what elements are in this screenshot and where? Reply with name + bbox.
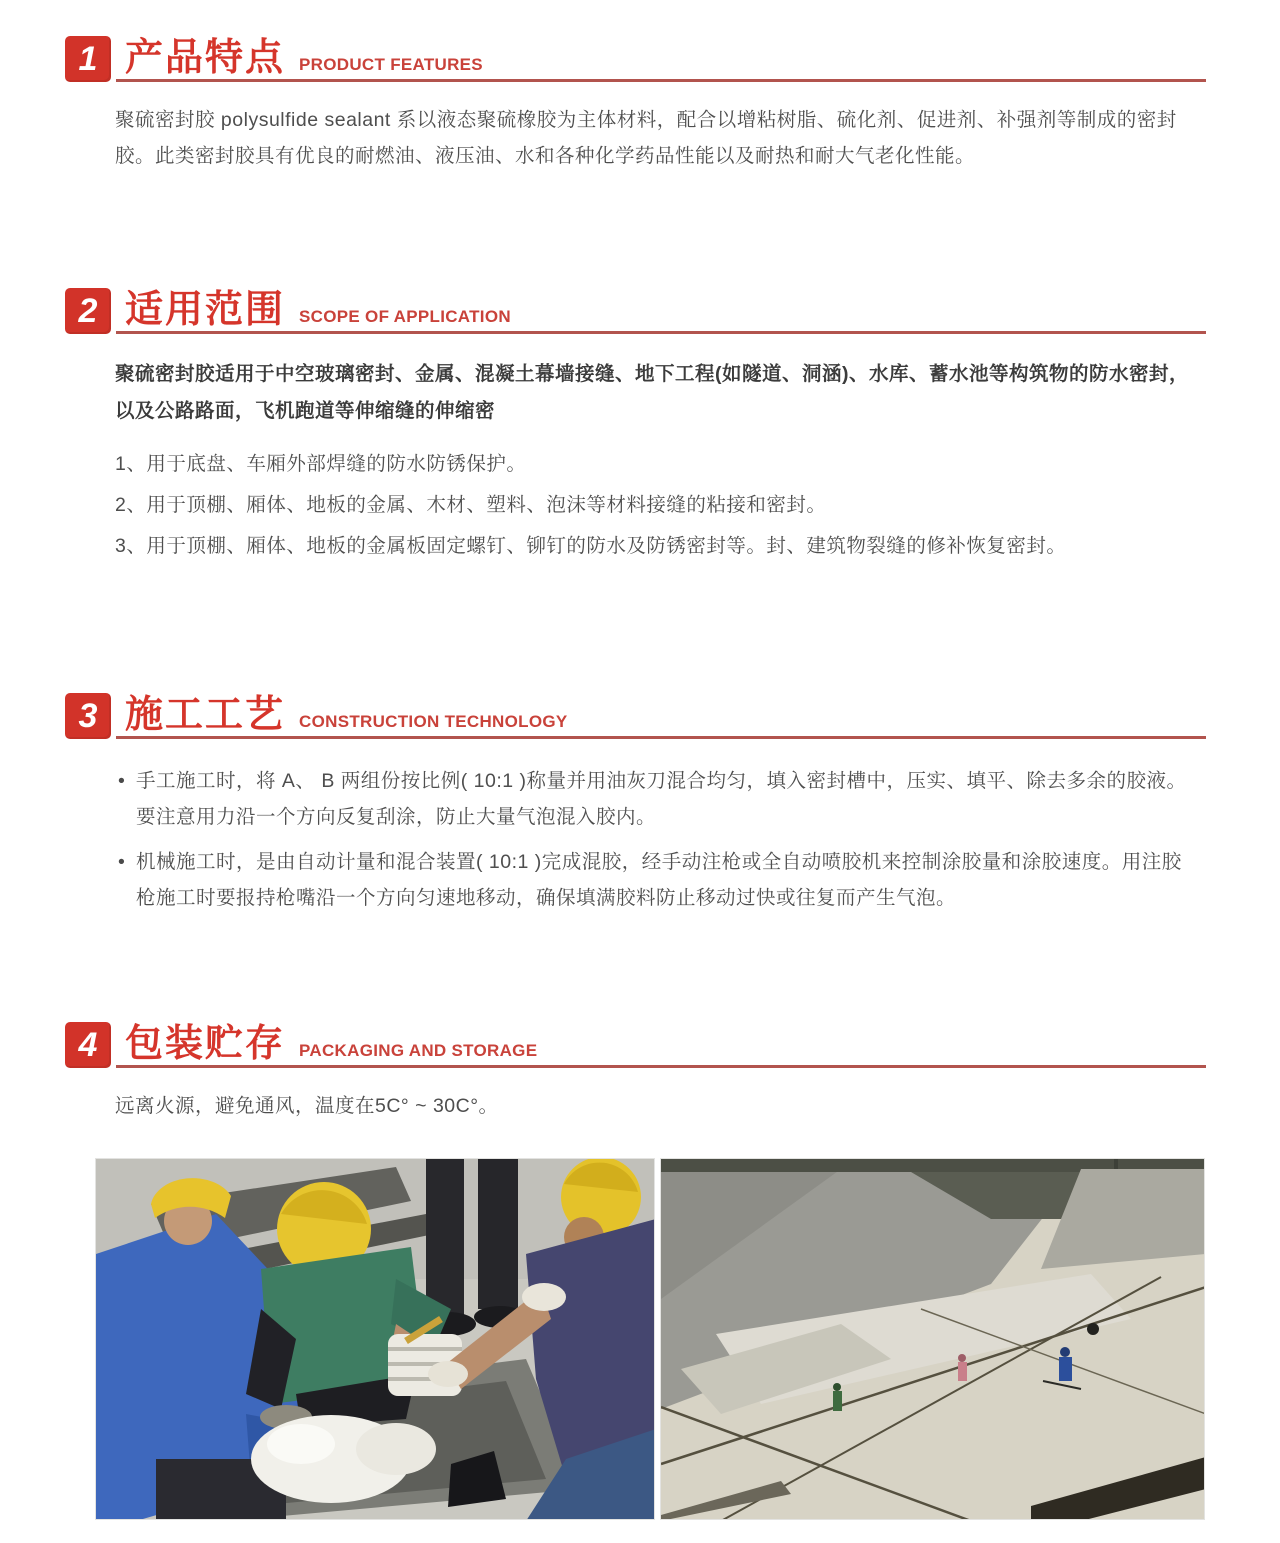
section-2-number-badge [65,288,111,334]
product-sheet-page [0,36,1280,1520]
list-item: 1、用于底盘、车厢外部焊缝的防水防锈保护。 [115,453,527,475]
section-title-en: PACKAGING AND STORAGE [299,1041,538,1061]
section-number: 2 [78,291,98,330]
section-3-number-badge [65,693,111,739]
photo-concrete-slope [660,1158,1205,1520]
section-4-paragraph: 远离火源，避免通风，温度在5C° ~ 30C°。 [115,1095,499,1117]
section-packaging-and-storage [0,1022,1280,1124]
concrete-slope-illustration [661,1159,1205,1520]
section-2-title-rule [116,291,1206,334]
photo-row [95,1158,1205,1520]
section-title-en: PRODUCT FEATURES [299,55,483,75]
section-4-header [65,1022,1206,1068]
section-title-en: CONSTRUCTION TECHNOLOGY [299,712,568,732]
list-item: 3、用于顶棚、厢体、地板的金属板固定螺钉、铆钉的防水及防锈密封等。封、建筑物裂缝的修补恢复密封。 [115,535,1067,557]
section-3-bullet-list [118,763,1200,916]
section-number: 3 [78,696,98,735]
section-4-title-rule [116,1025,1206,1068]
section-scope-of-application [0,288,1280,565]
section-3-header [65,693,1206,739]
section-number: 4 [78,1025,98,1064]
section-product-features [0,36,1280,174]
workers-mixing-sealant-illustration [96,1159,655,1520]
bullet-item: • 手工施工时，将 A、 B 两组份按比例( 10:1 )称量并用油灰刀混合均匀，填入密封槽中，压实、填平、除去多余的胶液。要注意用力沿一个方向反复刮涂，防止大量气泡混入胶内。 [118,763,1200,835]
bullet-item: • 机械施工时，是由自动计量和混合装置( 10:1 )完成混胶，经手动注枪或全自动喷胶机来控制涂胶量和涂胶速度。用注胶枪施工时要报持枪嘴沿一个方向匀速地移动，确保填满胶料防止移动过快或往复而产生气泡。 [118,844,1200,916]
section-title-zh: 包装贮存 [125,1023,286,1066]
section-4-number-badge [65,1022,111,1068]
section-number: 1 [78,39,98,78]
section-title-zh: 适用范围 [125,289,286,332]
section-title-en: SCOPE OF APPLICATION [299,307,511,327]
photo-workers-mixing-sealant [95,1158,655,1520]
section-2-numbered-list [115,446,1207,565]
section-2-header [65,288,1206,334]
section-1-paragraph: 聚硫密封胶 polysulfide sealant 系以液态聚硫橡胶为主体材料，配合以增粘树脂、硫化剂、促进剂、补强剂等制成的密封胶。此类密封胶具有优良的耐燃油、液压油、水和各种化学药品性能以及耐热和耐大气老化性能。 [115,109,1177,167]
section-title-zh: 产品特点 [125,37,286,80]
section-construction-technology [0,693,1280,916]
list-item: 2、用于顶棚、厢体、地板的金属、木材、塑料、泡沫等材料接缝的粘接和密封。 [115,494,827,516]
section-title-zh: 施工工艺 [125,694,286,737]
section-2-lead-paragraph: 聚硫密封胶适用于中空玻璃密封、金属、混凝土幕墙接缝、地下工程(如隧道、洞涵)、水库、蓄水池等构筑物的防水密封，以及公路路面，飞机跑道等伸缩缝的伸缩密 [115,363,1189,422]
section-1-title-rule [116,39,1206,82]
section-1-header [65,36,1206,82]
section-1-number-badge [65,36,111,82]
section-3-title-rule [116,696,1206,739]
